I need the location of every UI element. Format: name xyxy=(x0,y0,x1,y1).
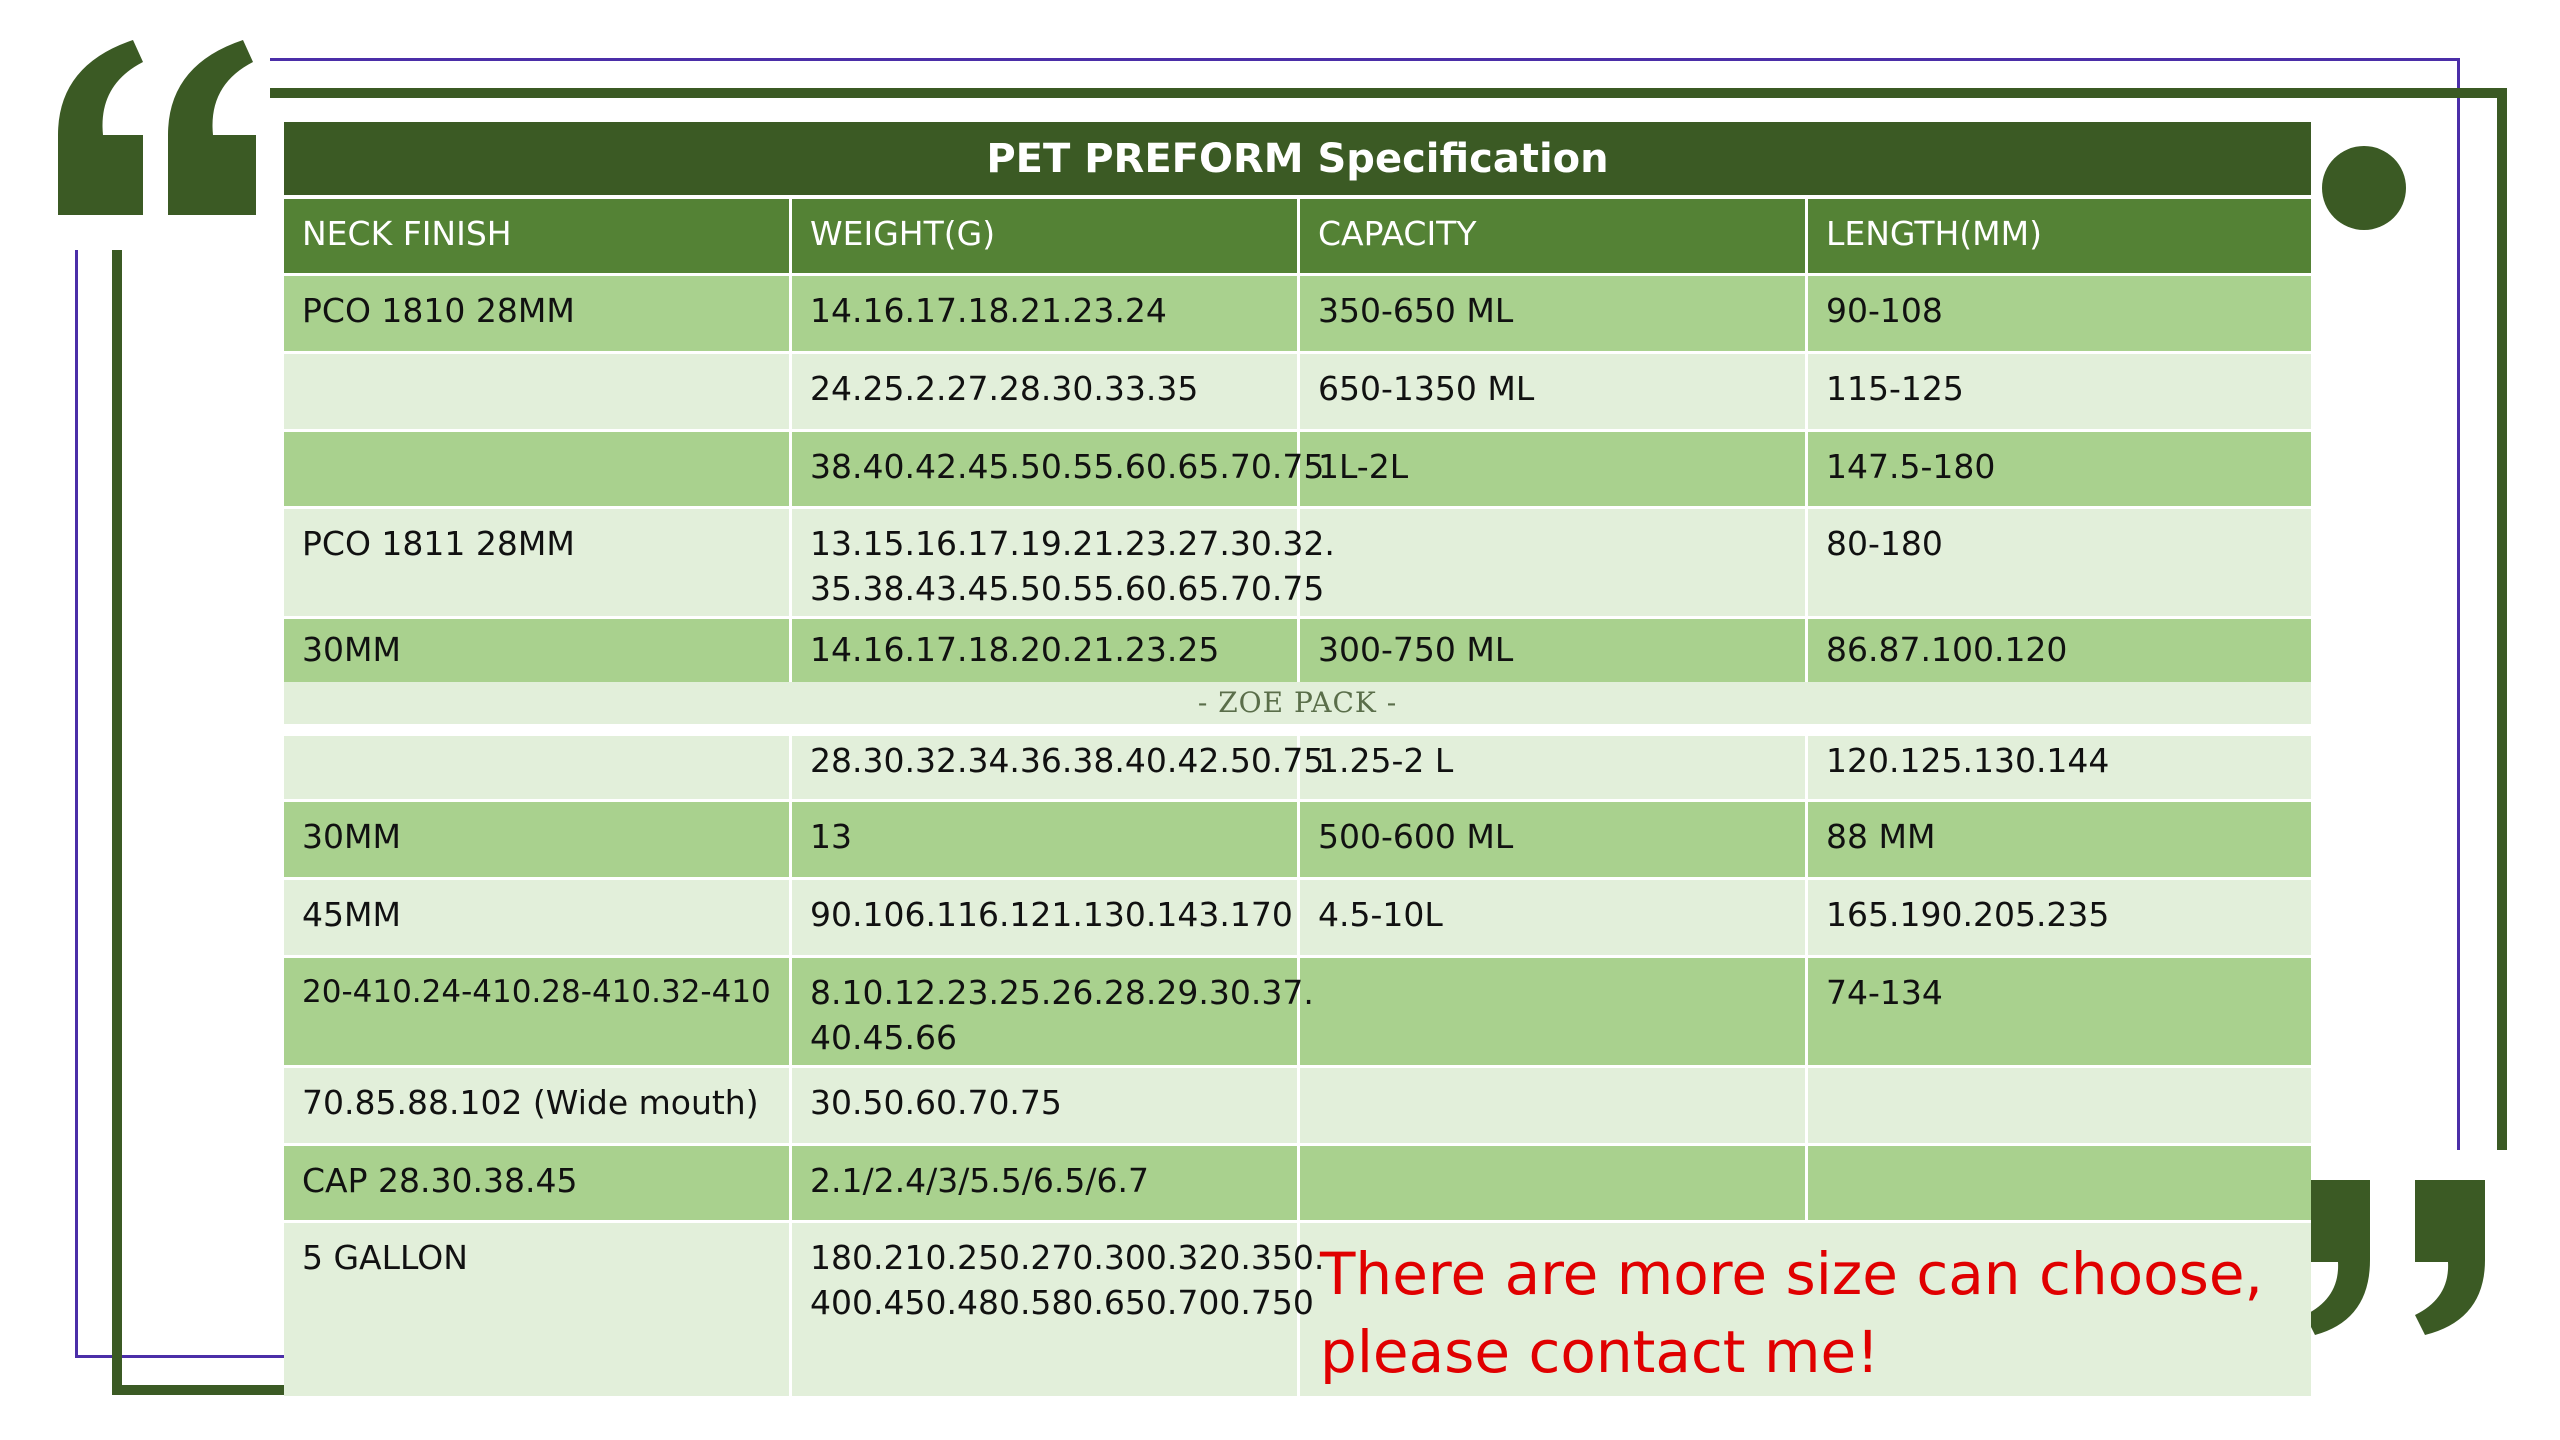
cell-neck: 30MM xyxy=(284,619,792,682)
cell-capacity xyxy=(1300,509,1808,616)
contact-note-line2: please contact me! xyxy=(1320,1318,1880,1386)
cell-length: 147.5-180 xyxy=(1826,447,1996,486)
cell-weight: 14.16.17.18.20.21.23.25 xyxy=(792,619,1300,682)
cell-weight-line1: 13.15.16.17.19.21.23.27.30.32. xyxy=(810,524,1335,563)
cell-length: 80-180 xyxy=(1826,524,1943,563)
cell-capacity: 1.25-2 L xyxy=(1300,736,1808,799)
cell-length xyxy=(1808,1068,2311,1143)
header-neck-finish: NECK FINISH xyxy=(284,199,792,273)
table-row xyxy=(284,619,2311,682)
cell-weight: 90.106.116.121.130.143.170 xyxy=(792,880,1300,955)
table-row xyxy=(284,276,2311,354)
cell-length: 90-108 xyxy=(1826,291,1943,330)
cell-capacity xyxy=(1300,1146,1808,1220)
cell-capacity: 350-650 ML xyxy=(1300,276,1808,351)
cell-capacity: 300-750 ML xyxy=(1300,619,1808,682)
close-quote-icon xyxy=(2300,1180,2500,1340)
cell-length: 74-134 xyxy=(1826,973,1943,1012)
cell-length: 120.125.130.144 xyxy=(1826,741,2110,780)
header-capacity: CAPACITY xyxy=(1300,199,1808,273)
cell-neck: 70.85.88.102 (Wide mouth) xyxy=(284,1068,792,1143)
cell-weight xyxy=(792,509,1335,616)
cell-length: 115-125 xyxy=(1826,369,1964,408)
table-row xyxy=(284,509,2311,619)
cell-weight xyxy=(792,958,1314,1065)
cell-neck: PCO 1810 28MM xyxy=(284,276,792,351)
cell-capacity xyxy=(1300,958,1808,1065)
cell-length: 88 MM xyxy=(1826,817,1936,856)
cell-weight-line2: 35.38.43.45.50.55.60.65.70.75 xyxy=(810,569,1325,608)
cell-neck: 5 GALLON xyxy=(284,1223,792,1396)
cell-weight: 24.25.2.27.28.30.33.35 xyxy=(792,354,1300,429)
table-row xyxy=(284,880,2311,958)
cell-weight xyxy=(792,1223,1325,1396)
cell-length: 86.87.100.120 xyxy=(1826,630,2068,669)
cell-weight: 2.1/2.4/3/5.5/6.5/6.7 xyxy=(792,1146,1300,1220)
header-row xyxy=(284,199,2311,276)
cell-weight: 14.16.17.18.21.23.24 xyxy=(792,276,1300,351)
cell-weight-line2: 400.450.480.580.650.700.750 xyxy=(810,1283,1314,1322)
cell-weight-line1: 8.10.12.23.25.26.28.29.30.37. xyxy=(810,973,1314,1012)
contact-note xyxy=(1300,1223,2311,1396)
cell-weight: 13 xyxy=(792,802,1300,877)
cell-neck xyxy=(284,432,792,506)
table-row xyxy=(284,1068,2311,1146)
table-row xyxy=(284,736,2311,802)
cell-neck: PCO 1811 28MM xyxy=(284,509,792,616)
watermark-row xyxy=(284,682,2311,736)
cell-weight-line1: 180.210.250.270.300.320.350. xyxy=(810,1238,1325,1277)
cell-neck xyxy=(284,736,792,799)
cell-capacity: 4.5-10L xyxy=(1300,880,1808,955)
cell-capacity xyxy=(1300,1068,1808,1143)
open-quote-icon xyxy=(58,40,263,215)
table-row xyxy=(284,354,2311,432)
cell-length xyxy=(1808,1146,2311,1220)
watermark: - ZOE PACK - xyxy=(1197,686,1398,719)
table-row xyxy=(284,1146,2311,1223)
cell-length: 165.190.205.235 xyxy=(1826,895,2110,934)
table-title: PET PREFORM Specification xyxy=(284,122,2311,199)
cell-capacity: 1L-2L xyxy=(1300,432,1808,506)
cell-weight: 28.30.32.34.36.38.40.42.50.75 xyxy=(792,736,1300,799)
contact-note-line1: There are more size can choose, xyxy=(1320,1240,2263,1308)
cell-neck: 30MM xyxy=(284,802,792,877)
table-row xyxy=(284,1223,2311,1396)
decorative-dot xyxy=(2322,146,2406,230)
cell-weight: 30.50.60.70.75 xyxy=(792,1068,1300,1143)
cell-weight-line2: 40.45.66 xyxy=(810,1018,957,1057)
table-row xyxy=(284,958,2311,1068)
table-row xyxy=(284,432,2311,509)
cell-weight: 38.40.42.45.50.55.60.65.70.75 xyxy=(792,432,1300,506)
cell-capacity: 650-1350 ML xyxy=(1300,354,1808,429)
header-weight: WEIGHT(G) xyxy=(792,199,1300,273)
cell-neck: CAP 28.30.38.45 xyxy=(284,1146,792,1220)
cell-neck xyxy=(284,354,792,429)
header-length: LENGTH(MM) xyxy=(1826,214,2042,253)
table-row xyxy=(284,802,2311,880)
cell-neck: 20-410.24-410.28-410.32-410 xyxy=(284,958,792,1065)
cell-capacity: 500-600 ML xyxy=(1300,802,1808,877)
cell-neck: 45MM xyxy=(284,880,792,955)
spec-table xyxy=(284,122,2311,1396)
